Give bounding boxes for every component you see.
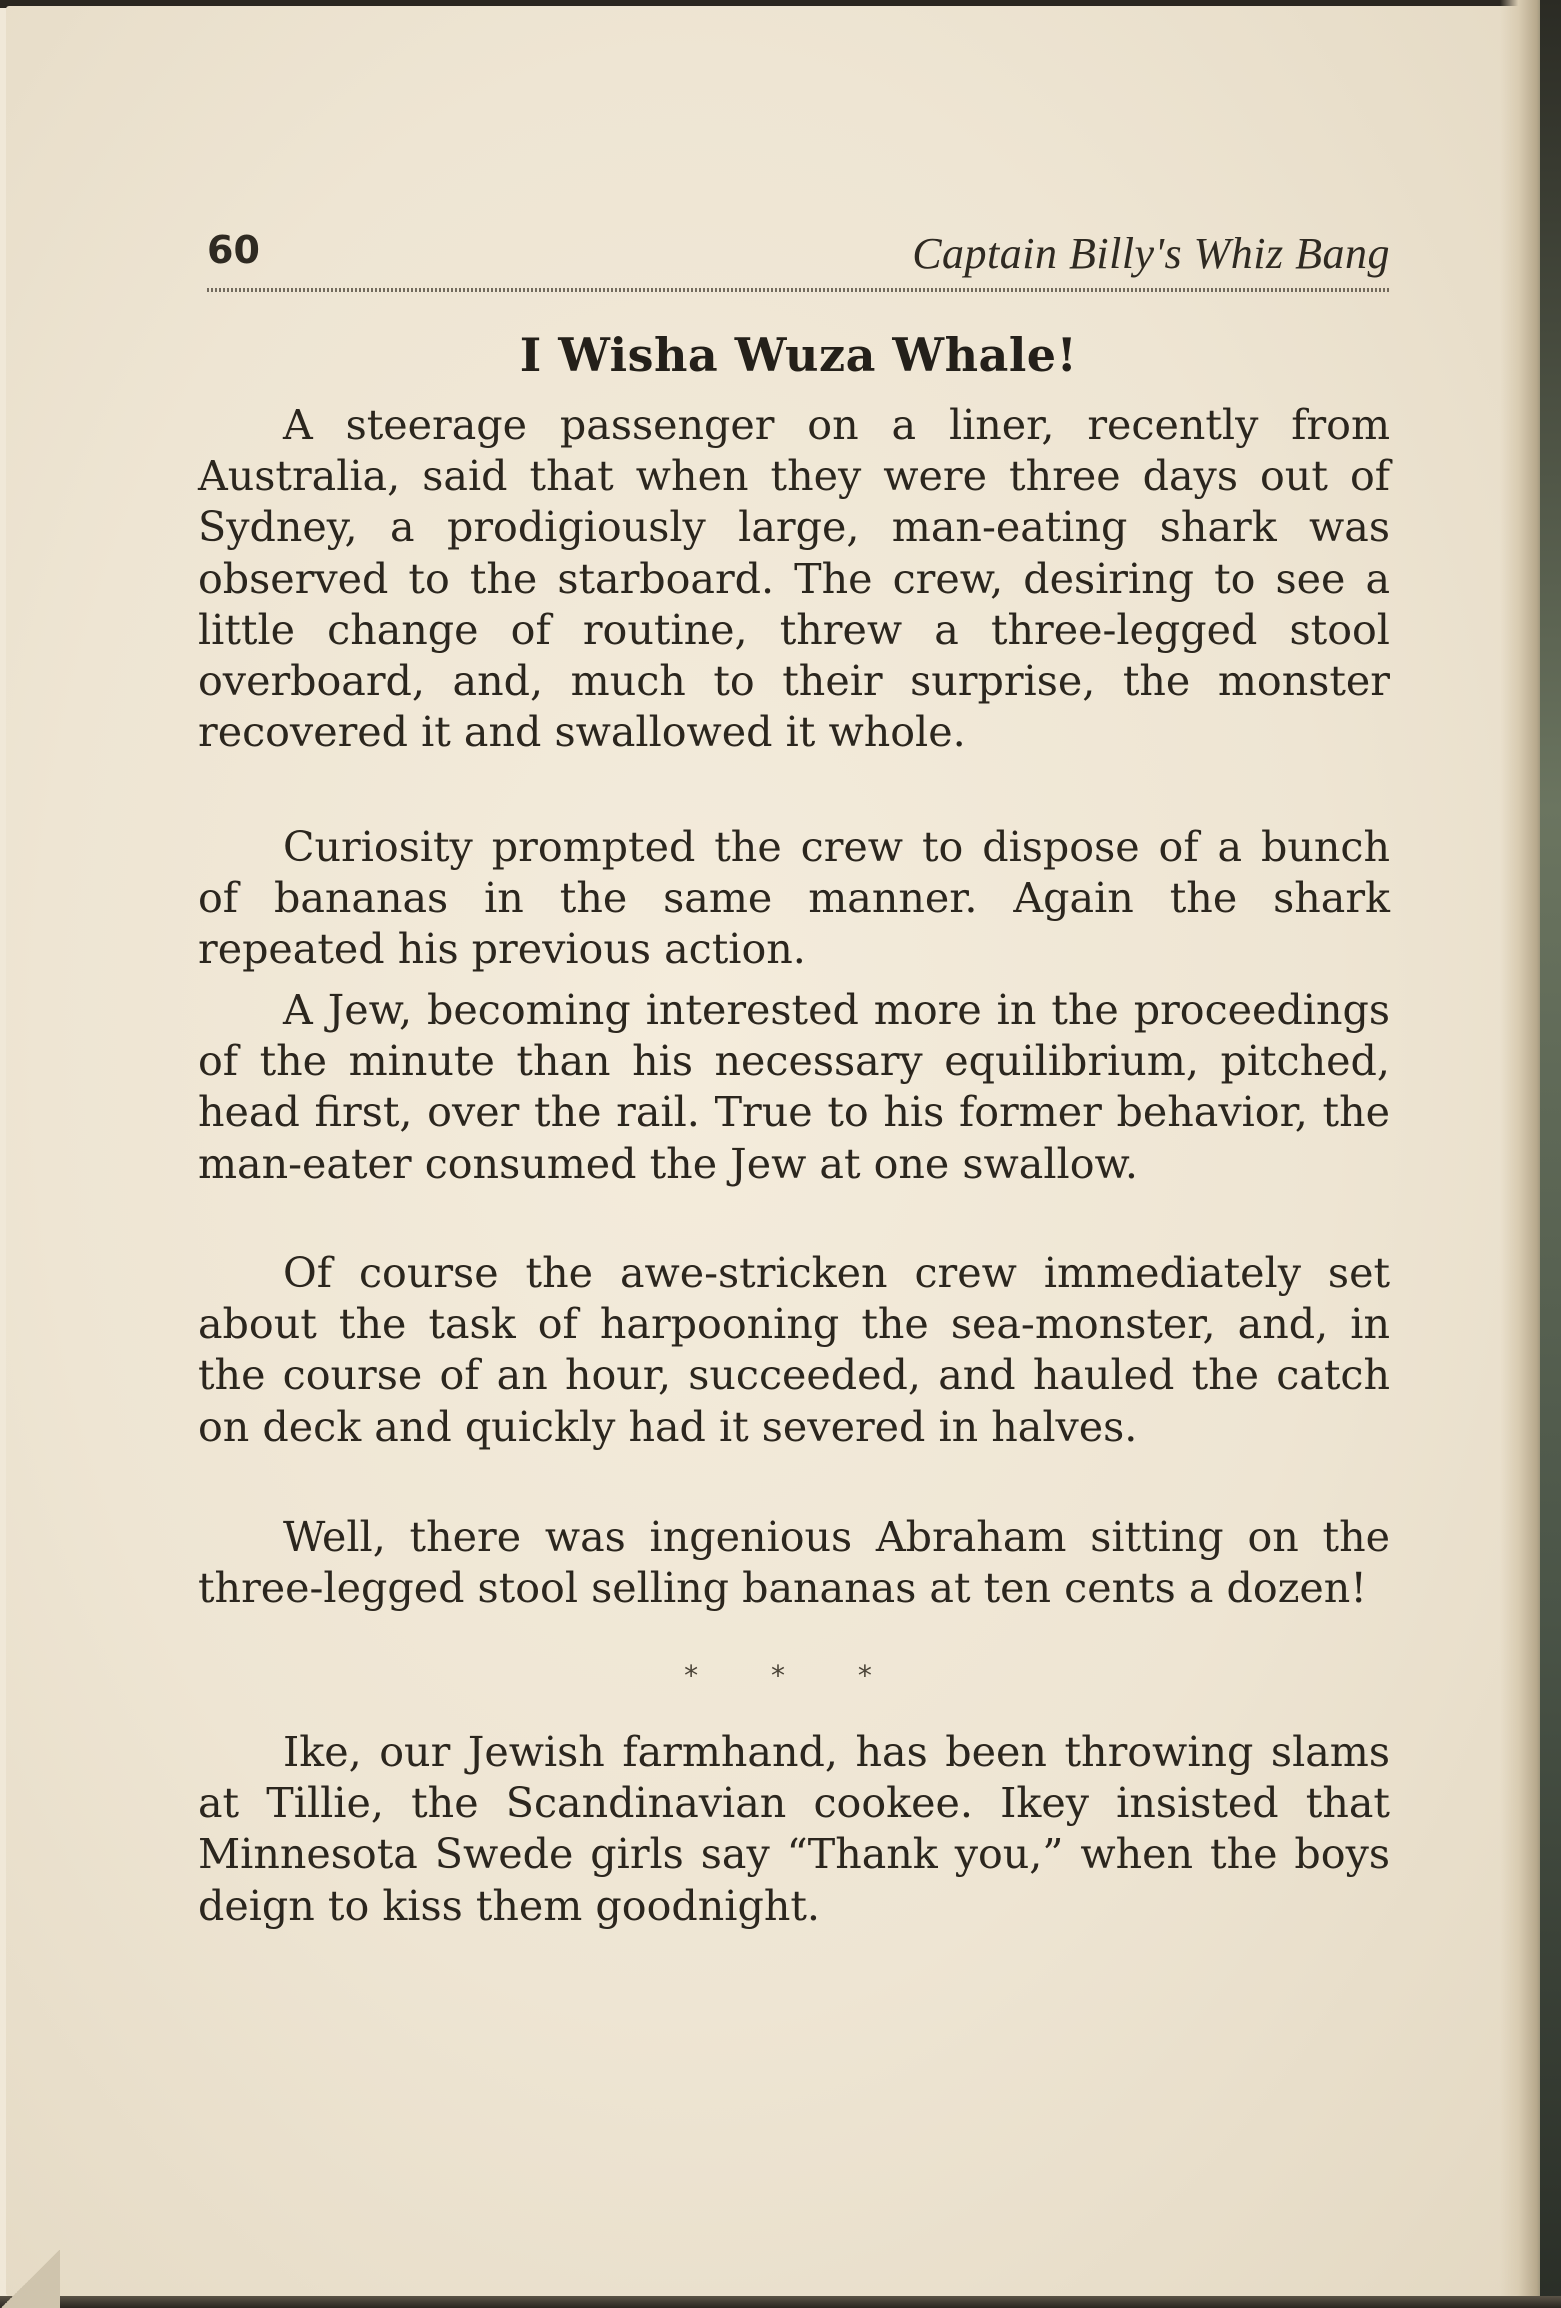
second-item-paragraph bbox=[198, 1727, 1390, 1932]
book-spine-edge bbox=[1540, 0, 1561, 2308]
paragraph-text: A steerage passenger on a liner, recently from Australia, said that when they were three days out of Sydney, a prodigiously large, man-eating shark was observed to the starboard. The crew, desiring to see a little change of routine, threw a three-legged stool overboard, and, much to their surprise, the monster recovered it and swallowed it whole. bbox=[198, 401, 1390, 757]
article-paragraph-3 bbox=[198, 985, 1390, 1190]
corner-fold bbox=[0, 2250, 60, 2308]
bottom-edge-shadow bbox=[0, 2296, 1561, 2308]
paragraph-text: A Jew, becoming interested more in the proceedings of the minute than his necessary equilibrium, pitched, head first, over the rail. True to his former behavior, the man-eater consumed the Jew at one swallow. bbox=[198, 986, 1390, 1188]
running-title: Captain Billy's Whiz Bang bbox=[912, 229, 1390, 278]
page-header bbox=[207, 222, 1390, 286]
paragraph-text: Well, there was ingenious Abraham sitting on the three-legged stool selling bananas at ten cents a dozen! bbox=[198, 1513, 1390, 1613]
article-paragraph-1 bbox=[198, 400, 1390, 758]
header-rule bbox=[207, 288, 1390, 292]
paragraph-text: Of course the awe-stricken crew immediately set about the task of harpooning the sea-monster, and, in the course of an hour, succeeded, and hauled the catch on deck and quickly had it severed in halves. bbox=[198, 1249, 1390, 1451]
page-number: 60 bbox=[207, 228, 260, 272]
paragraph-text: Curiosity prompted the crew to dispose of a bunch of bananas in the same manner. Again the shark repeated his previous action. bbox=[198, 823, 1390, 974]
article-paragraph-5 bbox=[198, 1512, 1390, 1614]
article-paragraph-2 bbox=[198, 822, 1390, 976]
paragraph-text: Ike, our Jewish farmhand, has been throwing slams at Tillie, the Scandinavian cookee. Ikey insisted that Minnesota Swede girls say “Thank you,” when the boys deign to kiss them goodnight. bbox=[198, 1728, 1390, 1930]
asterism-separator: * * * bbox=[684, 1659, 904, 1692]
article-title: I Wisha Wuza Whale! bbox=[519, 328, 1078, 382]
article-paragraph-4 bbox=[198, 1248, 1390, 1453]
